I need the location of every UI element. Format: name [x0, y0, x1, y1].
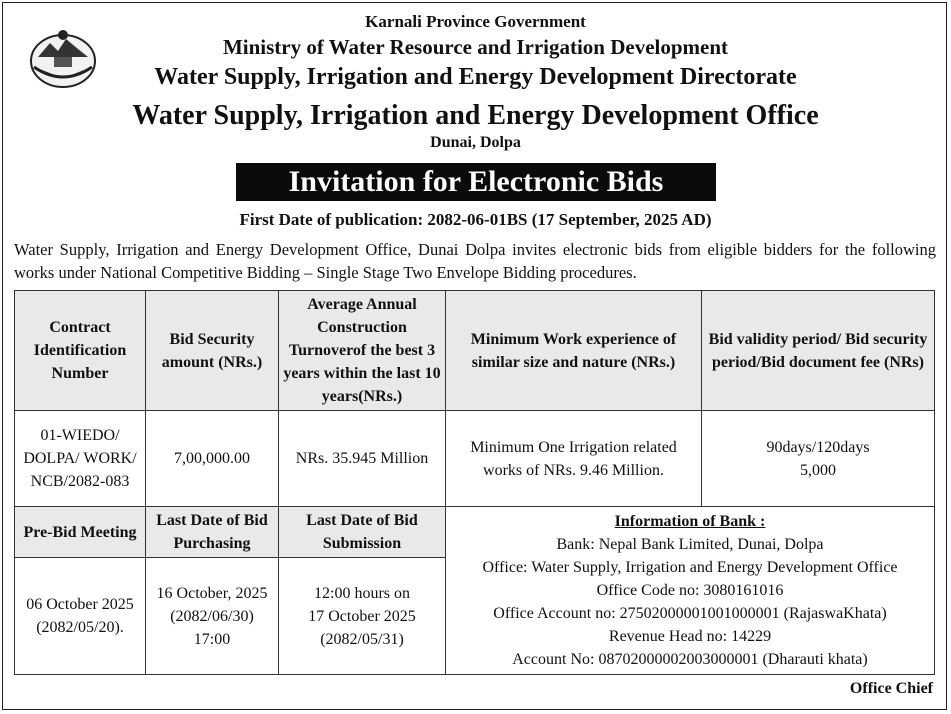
prebid-date-bs: (2082/05/20).: [36, 619, 124, 636]
bank-office: Office: Water Supply, Irrigation and Energy Development Office: [482, 559, 898, 576]
document-fee: 5,000: [800, 461, 836, 479]
table-header-row: [15, 291, 935, 411]
table-header-row-2: [15, 507, 935, 558]
office-name: Water Supply, Irrigation and Energy Development Office: [132, 100, 819, 131]
bank-office-code: Office Code no: 3080161016: [596, 582, 784, 599]
cell-contract-id: 01-WIEDO/ DOLPA/ WORK/ NCB/2082-083: [15, 411, 146, 507]
validity-periods: 90days/120days: [766, 438, 870, 456]
purchase-date-bs: (2082/06/30): [170, 607, 254, 625]
cell-validity: [702, 411, 935, 507]
cell-last-purchase: [146, 558, 279, 675]
publication-date: First Date of publication: 2082-06-01BS (17 September, 2025 AD): [239, 210, 712, 229]
header-validity: Bid validity period/ Bid security period/Bid document fee (NRs): [702, 291, 935, 411]
ministry-name: Ministry of Water Resource and Irrigation Development: [222, 35, 729, 59]
bank-office-account: Office Account no: 27502000001001000001 (RajaswaKhata): [493, 605, 887, 622]
header-bid-security: Bid Security amount (NRs.): [146, 291, 279, 411]
header-last-purchase: Last Date of Bid Purchasing: [146, 507, 279, 558]
submission-date: 17 October 2025: [308, 607, 416, 625]
header-experience: Minimum Work experience of similar size and nature (NRs.): [446, 291, 702, 411]
submission-date-bs: (2082/05/31): [320, 630, 404, 648]
header-turnover: Average Annual Construction Turnoverof the best 3 years within the last 10 years(NRs.): [279, 291, 446, 411]
cell-bid-security: 7,00,000.00: [146, 411, 279, 507]
purchase-date: 16 October, 2025: [156, 584, 268, 602]
prebid-date: 06 October 2025: [26, 596, 134, 613]
header-prebid: Pre-Bid Meeting: [15, 507, 146, 558]
cell-last-submission: [279, 558, 446, 675]
cell-prebid: [15, 558, 146, 675]
cell-experience: Minimum One Irrigation related works of NRs. 9.46 Million.: [446, 411, 702, 507]
bank-info-title: Information of Bank :: [614, 513, 766, 530]
cell-turnover: NRs. 35.945 Million: [279, 411, 446, 507]
purchase-time: 17:00: [193, 630, 231, 648]
header-contract-id: Contract Identification Number: [15, 291, 146, 411]
bank-account-no: Account No: 08702000002003000001 (Dharauti khata): [512, 651, 868, 668]
signatory: Office Chief: [849, 680, 933, 697]
bank-revenue-head: Revenue Head no: 14229: [608, 628, 772, 645]
bank-info: [446, 507, 935, 675]
province-name: Karnali Province Government: [365, 12, 586, 31]
office-location: Dunai, Dolpa: [430, 134, 521, 151]
bank-name: Bank: Nepal Bank Limited, Dunai, Dolpa: [556, 536, 824, 553]
header-last-submission: Last Date of Bid Submission: [279, 507, 446, 558]
directorate-name: Water Supply, Irrigation and Energy Development Directorate: [154, 64, 797, 90]
submission-time: 12:00 hours on: [314, 584, 410, 602]
bid-table: [14, 290, 935, 675]
table-row: [15, 411, 935, 507]
notice-title: Invitation for Electronic Bids: [236, 163, 716, 201]
intro-paragraph: Water Supply, Irrigation and Energy Development Office, Dunai Dolpa invites electronic bids from eligible bidders for the following works under National Competitive Bidding – Single Stage Two Envelope Bidding procedures.: [14, 240, 936, 282]
